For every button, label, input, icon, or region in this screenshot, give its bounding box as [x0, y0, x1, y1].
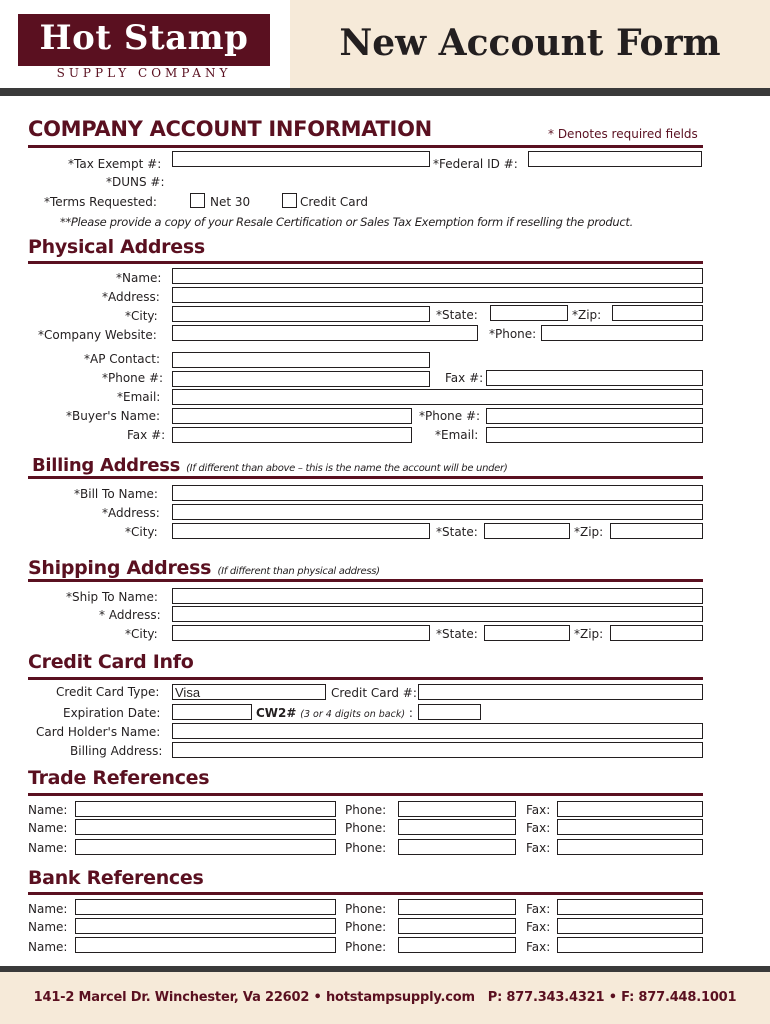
- ap-contact-label: *AP Contact:: [84, 352, 160, 366]
- ap-contact-field[interactable]: [172, 352, 430, 368]
- shipping-state-label: *State:: [436, 627, 478, 641]
- bank-fax-field[interactable]: [557, 899, 703, 915]
- physical-name-field[interactable]: [172, 268, 703, 284]
- card-type-value: Visa: [175, 685, 201, 700]
- section-rule: [28, 892, 703, 895]
- shipping-address-field[interactable]: [172, 606, 703, 622]
- bank-name-field[interactable]: [75, 918, 336, 934]
- credit-card-label: Credit Card: [300, 195, 368, 209]
- bank-name-field[interactable]: [75, 937, 336, 953]
- bill-to-field[interactable]: [172, 485, 703, 501]
- billing-title: Billing Address: [32, 455, 181, 476]
- trade-name-field[interactable]: [75, 801, 336, 817]
- buyer-email-label: *Email:: [435, 428, 479, 442]
- section-title-shipping: [28, 557, 380, 579]
- trade-fax-field[interactable]: [557, 819, 703, 835]
- bank-fax-label: Fax:: [526, 940, 551, 954]
- trade-name-field[interactable]: [75, 839, 336, 855]
- bank-name-field[interactable]: [75, 899, 336, 915]
- company-website-field[interactable]: [172, 325, 478, 341]
- card-number-label: Credit Card #:: [331, 686, 417, 700]
- ap-fax-field[interactable]: [486, 370, 703, 386]
- billing-city-label: *City:: [125, 525, 158, 539]
- billing-address-label: *Address:: [102, 506, 160, 520]
- bank-phone-label: Phone:: [345, 902, 387, 916]
- section-title-credit: Credit Card Info: [28, 651, 194, 673]
- credit-card-checkbox[interactable]: [282, 193, 297, 208]
- buyer-phone-label: *Phone #:: [419, 409, 481, 423]
- card-type-field[interactable]: [172, 684, 326, 700]
- section-title-company: COMPANY ACCOUNT INFORMATION: [28, 117, 432, 141]
- section-title-bank: Bank References: [28, 867, 204, 889]
- shipping-note: (If different than physical address): [217, 566, 380, 577]
- billing-zip-field[interactable]: [610, 523, 703, 539]
- card-holder-label: Card Holder's Name:: [36, 725, 161, 739]
- buyer-name-field[interactable]: [172, 408, 412, 424]
- physical-phone-label: *Phone:: [489, 327, 537, 341]
- shipping-city-field[interactable]: [172, 625, 430, 641]
- section-rule: [28, 145, 703, 148]
- billing-zip-label: *Zip:: [574, 525, 604, 539]
- ship-to-label: *Ship To Name:: [66, 590, 158, 604]
- trade-fax-field[interactable]: [557, 801, 703, 817]
- shipping-zip-field[interactable]: [610, 625, 703, 641]
- company-website-label: *Company Website:: [38, 328, 157, 342]
- section-rule: [28, 793, 703, 796]
- resale-note: **Please provide a copy of your Resale Certification or Sales Tax Exemption form if reselling the product.: [60, 215, 633, 229]
- bill-to-label: *Bill To Name:: [74, 487, 158, 501]
- trade-fax-field[interactable]: [557, 839, 703, 855]
- physical-address-label: *Address:: [102, 290, 160, 304]
- section-rule: [28, 476, 703, 479]
- net30-label: Net 30: [210, 195, 251, 209]
- cvv-title: CW2#: [256, 706, 297, 720]
- tax-exempt-field[interactable]: [172, 151, 430, 167]
- card-number-field[interactable]: [418, 684, 703, 700]
- header-band: [0, 88, 770, 96]
- ap-fax-label: Fax #:: [445, 371, 484, 385]
- trade-phone-field[interactable]: [398, 819, 516, 835]
- form-title: New Account Form: [339, 22, 721, 64]
- ship-to-field[interactable]: [172, 588, 703, 604]
- shipping-address-label: * Address:: [99, 608, 161, 622]
- expiration-field[interactable]: [172, 704, 252, 720]
- trade-phone-label: Phone:: [345, 803, 387, 817]
- shipping-state-field[interactable]: [484, 625, 570, 641]
- logo: [18, 14, 270, 66]
- footer: [0, 972, 770, 1024]
- buyer-fax-field[interactable]: [172, 427, 412, 443]
- trade-name-label: Name:: [28, 821, 68, 835]
- trade-fax-label: Fax:: [526, 821, 551, 835]
- card-type-label: Credit Card Type:: [56, 685, 160, 699]
- physical-state-label: *State:: [436, 308, 478, 322]
- footer-text: 141-2 Marcel Dr. Winchester, Va 22602 • hotstampsupply.com P: 877.343.4321 • F: 877.448.1001: [33, 990, 737, 1005]
- logo-main-text: Hot Stamp: [39, 18, 249, 58]
- logo-sub-text: SUPPLY COMPANY: [56, 66, 232, 80]
- billing-state-label: *State:: [436, 525, 478, 539]
- header: [0, 0, 770, 96]
- buyer-email-field[interactable]: [486, 427, 703, 443]
- cvv-note: (3 or 4 digits on back): [300, 709, 406, 720]
- bank-phone-field[interactable]: [398, 918, 516, 934]
- section-rule: [28, 579, 703, 582]
- cvv-colon: :: [408, 706, 413, 720]
- trade-fax-label: Fax:: [526, 803, 551, 817]
- physical-zip-label: *Zip:: [572, 308, 602, 322]
- tax-exempt-label: *Tax Exempt #:: [68, 157, 162, 171]
- ap-email-label: *Email:: [117, 390, 161, 404]
- trade-phone-field[interactable]: [398, 801, 516, 817]
- bank-fax-label: Fax:: [526, 902, 551, 916]
- shipping-zip-label: *Zip:: [574, 627, 604, 641]
- ap-phone-field[interactable]: [172, 371, 430, 387]
- card-holder-field[interactable]: [172, 723, 703, 739]
- trade-name-label: Name:: [28, 803, 68, 817]
- expiration-label: Expiration Date:: [63, 706, 161, 720]
- bank-name-label: Name:: [28, 940, 68, 954]
- section-title-physical: Physical Address: [28, 236, 205, 258]
- bank-phone-field[interactable]: [398, 899, 516, 915]
- bank-phone-label: Phone:: [345, 940, 387, 954]
- physical-name-label: *Name:: [116, 271, 162, 285]
- trade-phone-label: Phone:: [345, 821, 387, 835]
- ap-email-field[interactable]: [172, 389, 703, 405]
- section-rule: [28, 261, 703, 264]
- bank-name-label: Name:: [28, 902, 68, 916]
- card-billing-address-field[interactable]: [172, 742, 703, 758]
- duns-label: *DUNS #:: [106, 175, 165, 189]
- physical-phone-field[interactable]: [541, 325, 703, 341]
- federal-id-field[interactable]: [528, 151, 702, 167]
- section-rule: [28, 677, 703, 680]
- physical-city-label: *City:: [125, 309, 158, 323]
- physical-state-field[interactable]: [490, 305, 568, 321]
- bank-name-label: Name:: [28, 920, 68, 934]
- terms-label: *Terms Requested:: [44, 195, 157, 209]
- buyer-phone-field[interactable]: [486, 408, 703, 424]
- required-note: * Denotes required fields: [548, 127, 698, 141]
- billing-address-field[interactable]: [172, 504, 703, 520]
- shipping-title: Shipping Address: [28, 557, 212, 579]
- shipping-city-label: *City:: [125, 627, 158, 641]
- bank-fax-field[interactable]: [557, 918, 703, 934]
- buyer-fax-label: Fax #:: [127, 428, 166, 442]
- physical-zip-field[interactable]: [612, 305, 703, 321]
- section-title-billing: [32, 455, 507, 476]
- cvv-label: [256, 706, 413, 722]
- bank-phone-field[interactable]: [398, 937, 516, 953]
- trade-name-label: Name:: [28, 841, 68, 855]
- net30-checkbox[interactable]: [190, 193, 205, 208]
- buyer-name-label: *Buyer's Name:: [66, 409, 161, 423]
- ap-phone-label: *Phone #:: [102, 371, 164, 385]
- trade-fax-label: Fax:: [526, 841, 551, 855]
- physical-city-field[interactable]: [172, 306, 430, 322]
- trade-phone-field[interactable]: [398, 839, 516, 855]
- cvv-field[interactable]: [418, 704, 481, 720]
- bank-phone-label: Phone:: [345, 920, 387, 934]
- trade-name-field[interactable]: [75, 819, 336, 835]
- federal-id-label: *Federal ID #:: [433, 157, 518, 171]
- billing-city-field[interactable]: [172, 523, 430, 539]
- card-billing-address-label: Billing Address:: [70, 744, 163, 758]
- trade-phone-label: Phone:: [345, 841, 387, 855]
- bank-fax-field[interactable]: [557, 937, 703, 953]
- billing-state-field[interactable]: [484, 523, 570, 539]
- bank-fax-label: Fax:: [526, 920, 551, 934]
- physical-address-field[interactable]: [172, 287, 703, 303]
- billing-note: (If different than above – this is the name the account will be under): [186, 463, 508, 474]
- section-title-trade: Trade References: [28, 767, 210, 789]
